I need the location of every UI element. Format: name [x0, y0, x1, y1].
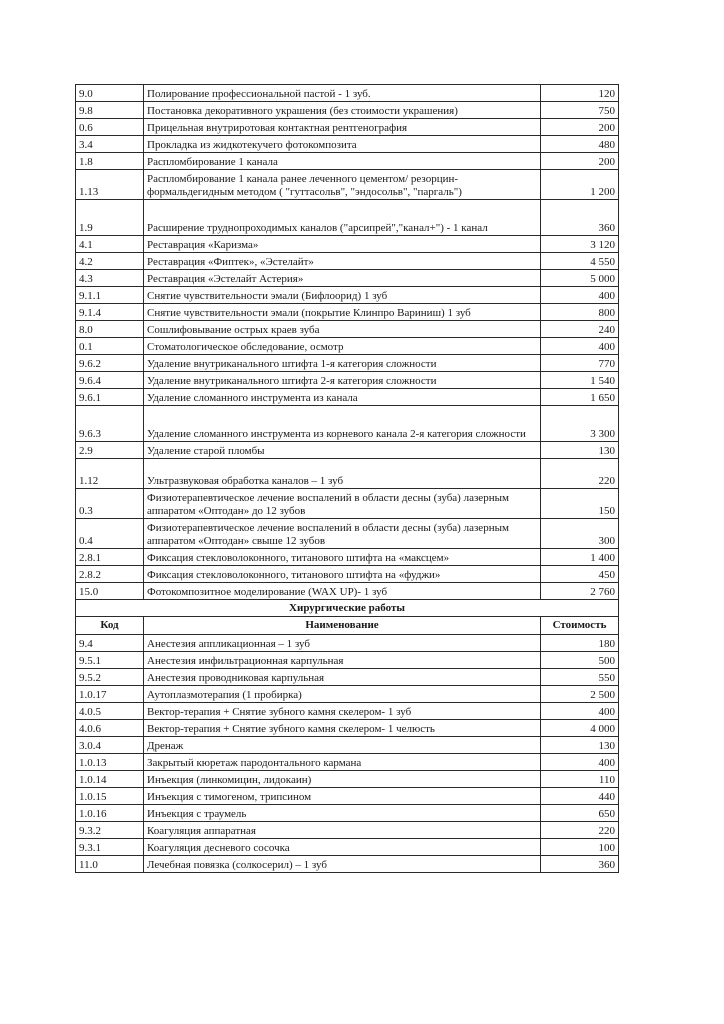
code-cell: 9.6.2 — [76, 355, 144, 372]
code-cell: 9.5.2 — [76, 669, 144, 686]
price-cell: 750 — [541, 102, 619, 119]
price-list-sheet — [75, 84, 618, 873]
price-cell: 1 400 — [541, 549, 619, 566]
name-cell: Снятие чувствительности эмали (покрытие Клинпро Вариниш) 1 зуб — [144, 304, 541, 321]
price-cell: 400 — [541, 338, 619, 355]
surgery-header — [76, 600, 619, 635]
price-cell: 1 200 — [541, 170, 619, 200]
code-cell: 11.0 — [76, 856, 144, 873]
table-row — [76, 635, 619, 652]
code-cell: 0.4 — [76, 519, 144, 549]
price-cell: 770 — [541, 355, 619, 372]
price-cell: 400 — [541, 287, 619, 304]
code-cell: 4.0.6 — [76, 720, 144, 737]
price-cell: 400 — [541, 703, 619, 720]
table-row — [76, 321, 619, 338]
code-cell: 9.8 — [76, 102, 144, 119]
price-cell: 5 000 — [541, 270, 619, 287]
price-cell: 550 — [541, 669, 619, 686]
price-cell: 240 — [541, 321, 619, 338]
code-cell: 0.3 — [76, 489, 144, 519]
price-cell: 2 760 — [541, 583, 619, 600]
price-cell: 2 500 — [541, 686, 619, 703]
price-cell: 110 — [541, 771, 619, 788]
price-cell: 3 120 — [541, 236, 619, 253]
code-cell: 9.6.1 — [76, 389, 144, 406]
section-title: Хирургические работы — [76, 600, 619, 617]
price-cell: 130 — [541, 442, 619, 459]
table-row — [76, 583, 619, 600]
name-cell: Снятие чувствительности эмали (Бифлоорид) 1 зуб — [144, 287, 541, 304]
table-row — [76, 686, 619, 703]
name-cell: Анестезия проводниковая карпульная — [144, 669, 541, 686]
name-cell: Фиксация стекловолоконного, титанового штифта на «максцем» — [144, 549, 541, 566]
table-row — [76, 489, 619, 519]
name-cell: Прицельная внутриротовая контактная рентгенография — [144, 119, 541, 136]
name-cell: Коагуляция аппаратная — [144, 822, 541, 839]
code-cell: 9.6.3 — [76, 406, 144, 442]
price-cell: 4 000 — [541, 720, 619, 737]
table-row — [76, 119, 619, 136]
code-cell: 2.8.1 — [76, 549, 144, 566]
table-row — [76, 805, 619, 822]
name-cell: Анестезия инфильтрационная карпульная — [144, 652, 541, 669]
price-cell: 300 — [541, 519, 619, 549]
table-row — [76, 652, 619, 669]
price-cell: 500 — [541, 652, 619, 669]
price-cell: 360 — [541, 856, 619, 873]
table-row — [76, 338, 619, 355]
price-cell: 360 — [541, 200, 619, 236]
table-row — [76, 136, 619, 153]
price-table — [75, 84, 619, 873]
name-cell: Инъекция с тимогеном, трипсином — [144, 788, 541, 805]
name-cell: Ультразвуковая обработка каналов – 1 зуб — [144, 459, 541, 489]
name-cell: Физиотерапевтическое лечение воспалений в области десны (зуба) лазерным аппаратом «Оптодан» свыше 12 зубов — [144, 519, 541, 549]
table-row — [76, 754, 619, 771]
price-cell: 100 — [541, 839, 619, 856]
price-cell: 200 — [541, 119, 619, 136]
name-cell: Распломбирование 1 канала ранее леченного цементом/ резорцин-формальдегидным методом ( "гуттасольв", "эндосольв", "паргаль") — [144, 170, 541, 200]
name-cell: Закрытый кюретаж пародонтального кармана — [144, 754, 541, 771]
price-cell: 3 300 — [541, 406, 619, 442]
table-row — [76, 372, 619, 389]
name-cell: Реставрация «Каризма» — [144, 236, 541, 253]
code-cell: 15.0 — [76, 583, 144, 600]
code-cell: 9.1.1 — [76, 287, 144, 304]
price-cell: 1 540 — [541, 372, 619, 389]
code-cell: 1.0.14 — [76, 771, 144, 788]
code-cell: 9.6.4 — [76, 372, 144, 389]
table-row — [76, 270, 619, 287]
code-cell: 1.0.15 — [76, 788, 144, 805]
name-cell: Реставрация «Фиптек», «Эстелайт» — [144, 253, 541, 270]
therapy-rows — [76, 85, 619, 600]
name-cell: Расширение труднопроходимых каналов ("арсипрей","канал+") - 1 канал — [144, 200, 541, 236]
name-cell: Фотокомпозитное моделирование (WAX UP)- 1 зуб — [144, 583, 541, 600]
table-row — [76, 389, 619, 406]
table-row — [76, 669, 619, 686]
table-row — [76, 566, 619, 583]
price-cell: 1 650 — [541, 389, 619, 406]
price-cell: 4 550 — [541, 253, 619, 270]
name-cell: Вектор-терапия + Снятие зубного камня скелером- 1 зуб — [144, 703, 541, 720]
price-cell: 120 — [541, 85, 619, 102]
name-cell: Прокладка из жидкотекучего фотокомпозита — [144, 136, 541, 153]
code-cell: 4.2 — [76, 253, 144, 270]
code-cell: 0.6 — [76, 119, 144, 136]
name-cell: Сошлифовывание острых краев зуба — [144, 321, 541, 338]
table-row — [76, 788, 619, 805]
name-cell: Вектор-терапия + Снятие зубного камня скелером- 1 челюсть — [144, 720, 541, 737]
code-cell: 1.0.17 — [76, 686, 144, 703]
column-header-row — [76, 617, 619, 635]
code-cell: 8.0 — [76, 321, 144, 338]
code-cell: 1.8 — [76, 153, 144, 170]
price-cell: 220 — [541, 459, 619, 489]
code-cell: 4.3 — [76, 270, 144, 287]
code-cell: 1.13 — [76, 170, 144, 200]
name-cell: Физиотерапевтическое лечение воспалений в области десны (зуба) лазерным аппаратом «Оптодан» до 12 зубов — [144, 489, 541, 519]
code-cell: 4.0.5 — [76, 703, 144, 720]
code-cell: 9.3.1 — [76, 839, 144, 856]
table-row — [76, 856, 619, 873]
table-row — [76, 839, 619, 856]
table-row — [76, 200, 619, 236]
table-row — [76, 519, 619, 549]
code-cell: 1.0.13 — [76, 754, 144, 771]
code-cell: 2.8.2 — [76, 566, 144, 583]
column-header-code: Код — [76, 617, 144, 635]
name-cell: Полирование профессиональной пастой - 1 зуб. — [144, 85, 541, 102]
name-cell: Коагуляция десневого сосочка — [144, 839, 541, 856]
table-row — [76, 549, 619, 566]
table-row — [76, 304, 619, 321]
name-cell: Анестезия аппликационная – 1 зуб — [144, 635, 541, 652]
price-cell: 200 — [541, 153, 619, 170]
surgery-rows — [76, 635, 619, 873]
code-cell: 3.4 — [76, 136, 144, 153]
table-row — [76, 355, 619, 372]
name-cell: Удаление внутриканального штифта 1-я категория сложности — [144, 355, 541, 372]
name-cell: Аутоплазмотерапия (1 пробирка) — [144, 686, 541, 703]
table-row — [76, 442, 619, 459]
price-cell: 800 — [541, 304, 619, 321]
table-row — [76, 287, 619, 304]
section-row — [76, 600, 619, 617]
table-row — [76, 236, 619, 253]
name-cell: Инъекция с траумель — [144, 805, 541, 822]
name-cell: Реставрация «Эстелайт Астерия» — [144, 270, 541, 287]
table-row — [76, 459, 619, 489]
name-cell: Удаление внутриканального штифта 2-я категория сложности — [144, 372, 541, 389]
code-cell: 1.9 — [76, 200, 144, 236]
table-row — [76, 737, 619, 754]
column-header-price: Стоимость — [541, 617, 619, 635]
code-cell: 9.1.4 — [76, 304, 144, 321]
price-cell: 480 — [541, 136, 619, 153]
code-cell: 9.0 — [76, 85, 144, 102]
price-cell: 180 — [541, 635, 619, 652]
name-cell: Распломбирование 1 канала — [144, 153, 541, 170]
name-cell: Стоматологическое обследование, осмотр — [144, 338, 541, 355]
table-row — [76, 822, 619, 839]
code-cell: 1.12 — [76, 459, 144, 489]
code-cell: 3.0.4 — [76, 737, 144, 754]
name-cell: Постановка декоративного украшения (без стоимости украшения) — [144, 102, 541, 119]
code-cell: 9.4 — [76, 635, 144, 652]
code-cell: 4.1 — [76, 236, 144, 253]
price-cell: 220 — [541, 822, 619, 839]
code-cell: 1.0.16 — [76, 805, 144, 822]
name-cell: Лечебная повязка (солкосерил) – 1 зуб — [144, 856, 541, 873]
table-row — [76, 85, 619, 102]
table-row — [76, 406, 619, 442]
name-cell: Удаление сломанного инструмента из корневого канала 2-я категория сложности — [144, 406, 541, 442]
code-cell: 9.5.1 — [76, 652, 144, 669]
name-cell: Инъекция (линкомицин, лидокаин) — [144, 771, 541, 788]
table-row — [76, 703, 619, 720]
price-cell: 450 — [541, 566, 619, 583]
table-row — [76, 771, 619, 788]
table-row — [76, 153, 619, 170]
name-cell: Удаление сломанного инструмента из канала — [144, 389, 541, 406]
table-row — [76, 720, 619, 737]
name-cell: Фиксация стекловолоконного, титанового штифта на «фуджи» — [144, 566, 541, 583]
name-cell: Удаление старой пломбы — [144, 442, 541, 459]
price-cell: 650 — [541, 805, 619, 822]
price-cell: 400 — [541, 754, 619, 771]
table-row — [76, 253, 619, 270]
table-row — [76, 170, 619, 200]
price-cell: 130 — [541, 737, 619, 754]
column-header-name: Наименование — [144, 617, 541, 635]
code-cell: 0.1 — [76, 338, 144, 355]
price-cell: 440 — [541, 788, 619, 805]
name-cell: Дренаж — [144, 737, 541, 754]
price-cell: 150 — [541, 489, 619, 519]
code-cell: 2.9 — [76, 442, 144, 459]
table-row — [76, 102, 619, 119]
code-cell: 9.3.2 — [76, 822, 144, 839]
